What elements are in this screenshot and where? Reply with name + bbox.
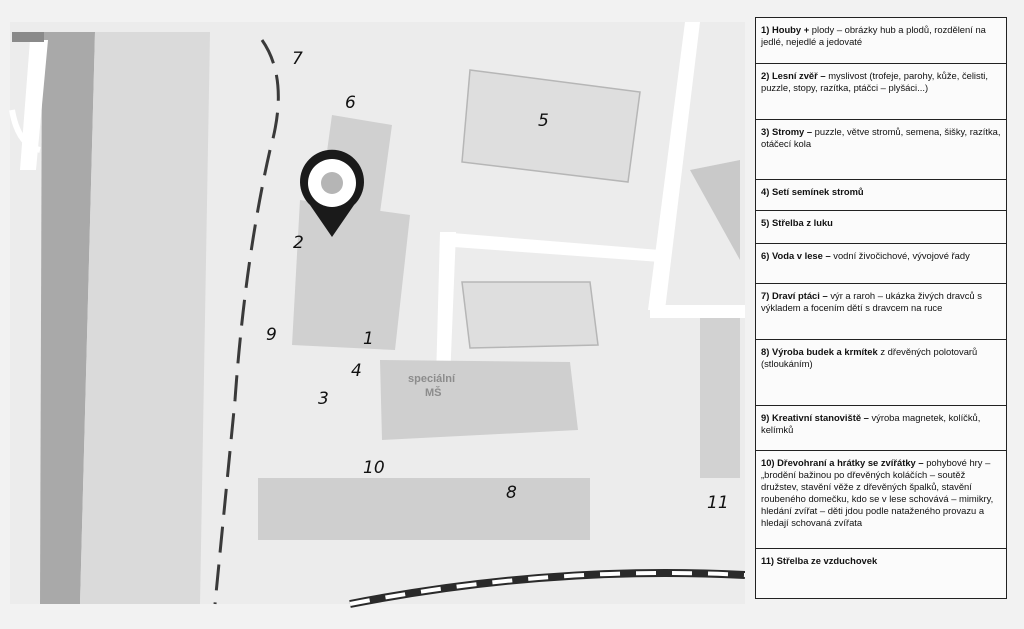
legend-item-title: 10) Dřevohraní a hrátky se zvířátky – <box>761 457 927 468</box>
building-label-line2: MŠ <box>425 387 442 399</box>
legend-item-text: vodní živočichové, vývojové řady <box>833 250 970 261</box>
legend-item-7 <box>756 284 1006 340</box>
station-5: 5 <box>538 111 549 131</box>
legend-item-title: 11) Střelba ze vzduchovek <box>761 555 878 566</box>
terrain-block <box>700 318 740 478</box>
legend-item-text: puzzle, větve stromů, semena, šišky, razítka, otáčecí kola <box>761 126 1001 149</box>
legend-item-text: z dřevěných polotovarů (stloukáním) <box>761 346 978 369</box>
legend-item-title: 7) Draví ptáci – <box>761 290 831 301</box>
legend-item-title: 5) Střelba z luku <box>761 217 833 228</box>
legend-item-text: výroba magnetek, kolíčků, kelímků <box>761 412 981 435</box>
legend-item-8 <box>756 340 1006 406</box>
road-east <box>650 305 745 318</box>
station-11: 11 <box>707 493 729 513</box>
legend-item-title: 4) Setí semínek stromů <box>761 186 864 197</box>
legend-item-1 <box>756 18 1006 64</box>
legend-item-text: myslivost (trofeje, parohy, kůže, čelisti, puzzle, stopy, razítka, ptáčci – plyšáci...) <box>761 70 988 93</box>
legend-item-text: pohybové hry – „brodění bažinou po dřevěných koláčích – soutěž družstev, stavění věže z dřevěných špalků, stavění roubeného domečku, kdo se v lese schovává – mimikry, hledání zvířat – děti jdou podle nataženého provazu a hledají schovaná zvířata <box>761 457 994 528</box>
legend-item-text: výr a raroh – ukázka živých dravců s výkladem a focením dětí s dravcem na ruce <box>761 290 982 313</box>
legend-item-title: 6) Voda v lese – <box>761 250 834 261</box>
legend-item-title: 8) Výroba budek a krmítek <box>761 346 881 357</box>
road-marker <box>12 32 44 42</box>
station-7: 7 <box>292 49 303 69</box>
building-label-line1: speciální <box>408 373 456 385</box>
station-2: 2 <box>293 233 304 253</box>
station-4: 4 <box>351 361 362 381</box>
legend-item-title: 3) Stromy – <box>761 126 815 137</box>
station-9: 9 <box>266 325 277 345</box>
building-ms <box>380 360 578 440</box>
legend-item-2 <box>756 64 1006 120</box>
legend-item-3 <box>756 120 1006 180</box>
building-small <box>462 282 598 348</box>
building-2 <box>292 200 410 350</box>
legend-item-6 <box>756 244 1006 284</box>
legend-table <box>755 17 1007 599</box>
grass-strip <box>80 32 210 604</box>
legend-item-9 <box>756 406 1006 451</box>
legend-item-4 <box>756 180 1006 211</box>
legend-item-title: 1) Houby + <box>761 24 812 35</box>
legend-item-5 <box>756 211 1006 244</box>
legend-item-title: 2) Lesní zvěř – <box>761 70 829 81</box>
legend-item-10 <box>756 451 1006 549</box>
legend-item-text: plody – obrázky hub a plodů, rozdělení na jedlé, nejedlé a jedovaté <box>761 24 986 47</box>
station-1: 1 <box>363 329 374 349</box>
station-10: 10 <box>363 458 385 478</box>
legend-item-11 <box>756 549 1006 598</box>
building-8 <box>258 478 590 540</box>
station-8: 8 <box>506 483 517 503</box>
station-6: 6 <box>345 93 356 113</box>
station-3: 3 <box>318 389 329 409</box>
legend-item-title: 9) Kreativní stanoviště – <box>761 412 872 423</box>
